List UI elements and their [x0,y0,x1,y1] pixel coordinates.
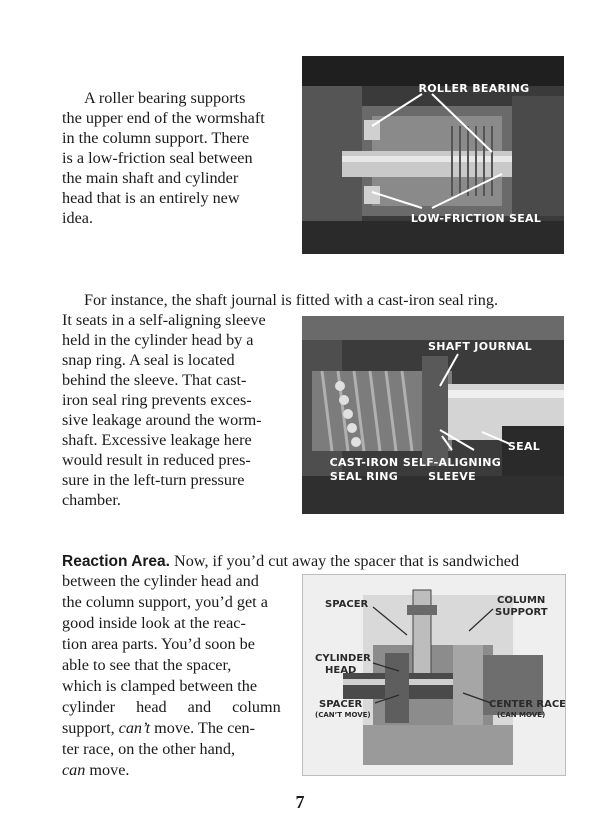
label-low-friction-seal: LOW-FRICTION SEAL [410,212,542,225]
text-line: iron seal ring prevents exces- [62,391,252,409]
text-line: the main shaft and cylinder [62,169,239,187]
text-line: cylinder head and column [62,698,281,716]
text-fragment: move. The cen- [150,719,256,737]
text-line [62,718,255,738]
text-line: between the cylinder head and [62,572,259,590]
text-line: tion area parts. You’d soon be [62,635,255,653]
text-emphasis: can’t [118,719,151,737]
text-line: the upper end of the wormshaft [62,109,265,127]
text-line: is a low-friction seal between [62,149,253,167]
text-line: idea. [62,209,94,227]
text-line: For instance, the shaft journal is fitted with a cast-iron seal ring. [84,291,499,309]
roller-bearing-photo [302,56,564,254]
text-emphasis: can [62,761,86,779]
label-center-race: CENTER RACE [489,699,565,710]
page-number: 7 [295,792,305,812]
text-line: ter race, on the other hand, [62,740,236,758]
label-sleeve: SLEEVE [428,470,476,483]
text-line: snap ring. A seal is located [62,351,235,369]
text-line: would result in reduced pres- [62,451,251,469]
text-fragment: Now, if you’d cut away the spacer that is sandwiched [174,552,520,570]
reaction-area-drawing [302,574,566,776]
text-line: sure in the left-turn pressure [62,471,245,489]
label-self-aligning: SELF-ALIGNING [402,456,502,469]
text-line: shaft. Excessive leakage here [62,431,252,449]
text-line: able to see that the spacer, [62,656,232,674]
text-line: in the column support. There [62,129,250,147]
label-support: SUPPORT [495,607,548,618]
label-column: COLUMN [497,595,546,606]
text-line: It seats in a self-aligning sleeve [62,311,266,329]
text-line: sive leakage around the worm- [62,411,262,429]
label-can-move: (CAN MOVE) [497,711,546,719]
label-roller-bearing: ROLLER BEARING [418,82,530,95]
text-line [62,760,129,780]
label-spacer-bottom: SPACER [319,699,363,710]
label-head: HEAD [325,665,357,676]
text-line: chamber. [62,491,121,509]
text-line: held in the cylinder head by a [62,331,254,349]
text-fragment: support, [62,719,119,737]
text-line: head that is an entirely new [62,189,240,207]
text-line: A roller bearing supports [84,89,246,107]
text-line: the column support, you’d get a [62,593,268,611]
text-line: behind the sleeve. That cast- [62,371,247,389]
label-cylinder: CYLINDER [315,653,371,664]
section-heading: Reaction Area. [62,553,170,570]
label-spacer-top: SPACER [325,599,369,610]
text-line: good inside look at the reac- [62,614,246,632]
label-cast-iron: CAST-IRON [329,456,399,469]
label-cant-move: (CAN’T MOVE) [315,711,371,719]
shaft-journal-photo [302,316,564,514]
label-shaft-journal: SHAFT JOURNAL [428,340,532,353]
label-seal: SEAL [507,440,541,453]
label-seal-ring: SEAL RING [329,470,399,483]
text-line: which is clamped between the [62,677,258,695]
text-fragment: move. [85,761,130,779]
text-line [62,551,519,572]
